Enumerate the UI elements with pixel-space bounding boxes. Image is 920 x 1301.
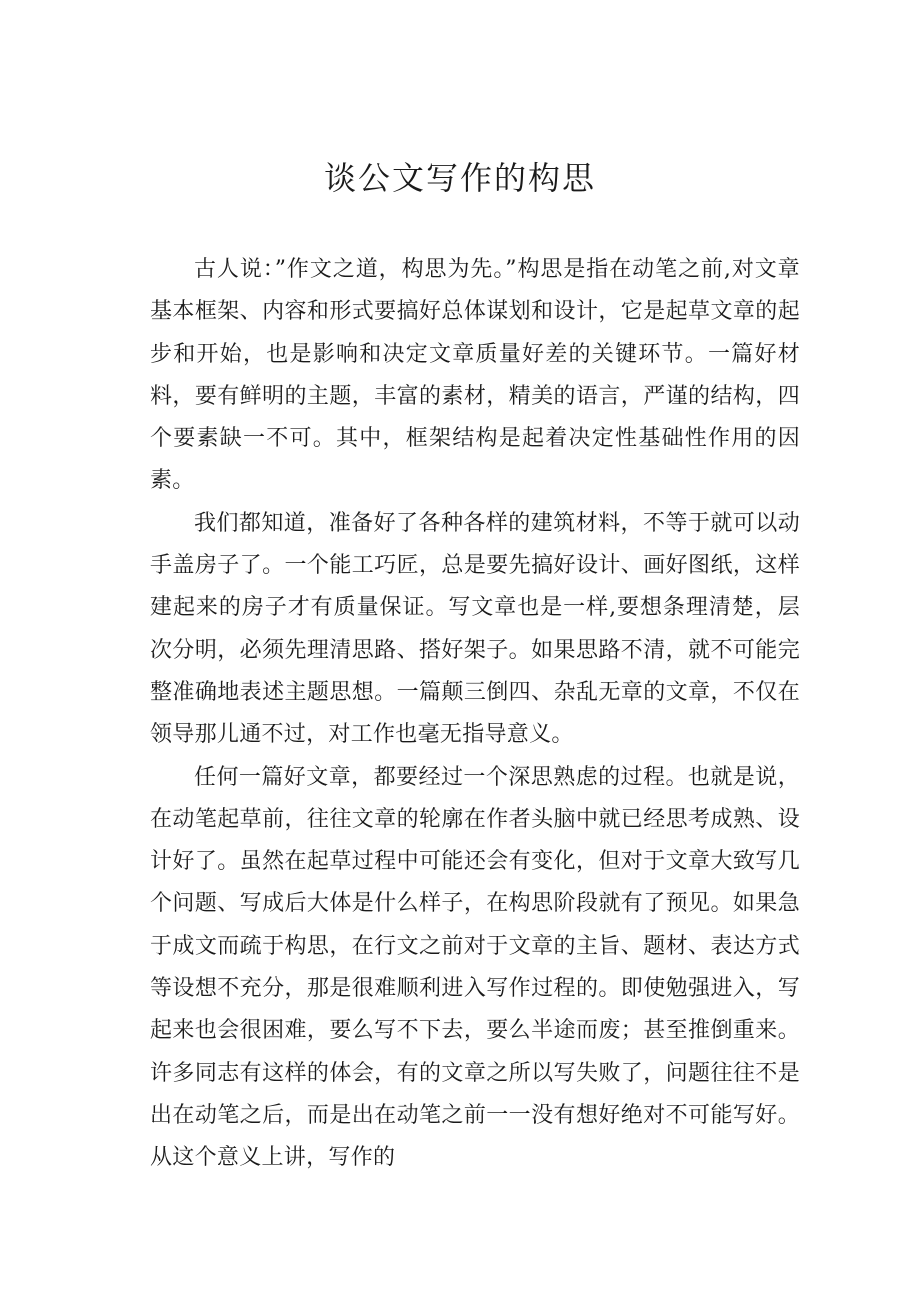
document-body: [150, 249, 800, 1180]
paragraph-3: 任何一篇好文章，都要经过一个深思熟虑的过程。也就是说，在动笔起草前，往往文章的轮廓在作者头脑中就已经思考成熟、设计好了。虽然在起草过程中可能还会有变化，但对于文章大致写几个问题、写成后大体是什么样子，在构思阶段就有了预见。如果急于成文而疏于构思，在行文之前对于文章的主旨、题材、表达方式等设想不充分，那是很难顺利进入写作过程的。即使勉强进入，写起来也会很困难，要么写不下去，要么半途而废；甚至推倒重来。许多同志有这样的体会，有的文章之所以写失败了，问题往往不是出在动笔之后，而是出在动笔之前一一没有想好绝对不可能写好。从这个意义上讲，写作的: [150, 764, 800, 1171]
paragraph-1: 古人说：”作文之道，构思为先。”构思是指在动笔之前,对文章基本框架、内容和形式要搞好总体谋划和设计，它是起草文章的起步和开始，也是影响和决定文章质量好差的关键环节。一篇好材料，要有鲜明的主题，丰富的素材，精美的语言，严谨的结构，四个要素缺一不可。其中，框架结构是起着决定性基础性作用的因素。: [150, 257, 800, 494]
paragraph-2: 我们都知道，准备好了各种各样的建筑材料，不等于就可以动手盖房子了。一个能工巧匠，总是要先搞好设计、画好图纸，这样建起来的房子才有质量保证。写文章也是一样,要想条理清楚，层次分明，必须先理清思路、搭好架子。如果思路不清，就不可能完整准确地表述主题思想。一篇颠三倒四、杂乱无章的文章，不仅在领导那儿通不过，对工作也毫无指导意义。: [150, 510, 800, 748]
document-title: 谈公文写作的构思: [323, 159, 596, 197]
